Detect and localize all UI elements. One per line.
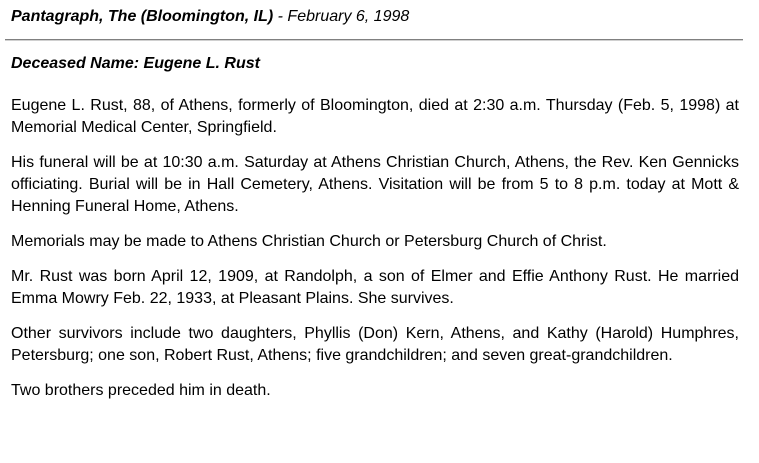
obituary-paragraph: Memorials may be made to Athens Christian Church or Petersburg Church of Christ. (11, 233, 607, 250)
header-divider (5, 39, 743, 41)
deceased-name-heading: Deceased Name: Eugene L. Rust (11, 55, 260, 72)
header-separator: - (273, 8, 288, 25)
obituary-body (11, 95, 739, 415)
obituary-paragraph: Two brothers preceded him in death. (11, 382, 271, 399)
obituary-paragraph: Other survivors include two daughters, Phyllis (Don) Kern, Athens, and Kathy (Harold) Humphres, Petersburg; one son, Robert Rust, Athens; five grandchildren; and seven great-grandchildren. (11, 325, 739, 364)
obituary-paragraph: His funeral will be at 10:30 a.m. Saturday at Athens Christian Church, Athens, the Rev. Ken Gennicks officiating. Burial will be in Hall Cemetery, Athens. Visitation will be from 5 to 8 p.m. today at Mott & Henning Funeral Home, Athens. (11, 154, 739, 215)
obituary-paragraph: Eugene L. Rust, 88, of Athens, formerly of Bloomington, died at 2:30 a.m. Thursday (Feb. 5, 1998) at Memorial Medical Center, Springfield. (11, 97, 739, 136)
publication-header (11, 8, 409, 26)
publication-date: February 6, 1998 (287, 8, 410, 25)
obituary-paragraph: Mr. Rust was born April 12, 1909, at Randolph, a son of Elmer and Effie Anthony Rust. He married Emma Mowry Feb. 22, 1933, at Pleasant Plains. She survives. (11, 268, 739, 307)
publication-name: Pantagraph, The (Bloomington, IL) (11, 8, 274, 25)
